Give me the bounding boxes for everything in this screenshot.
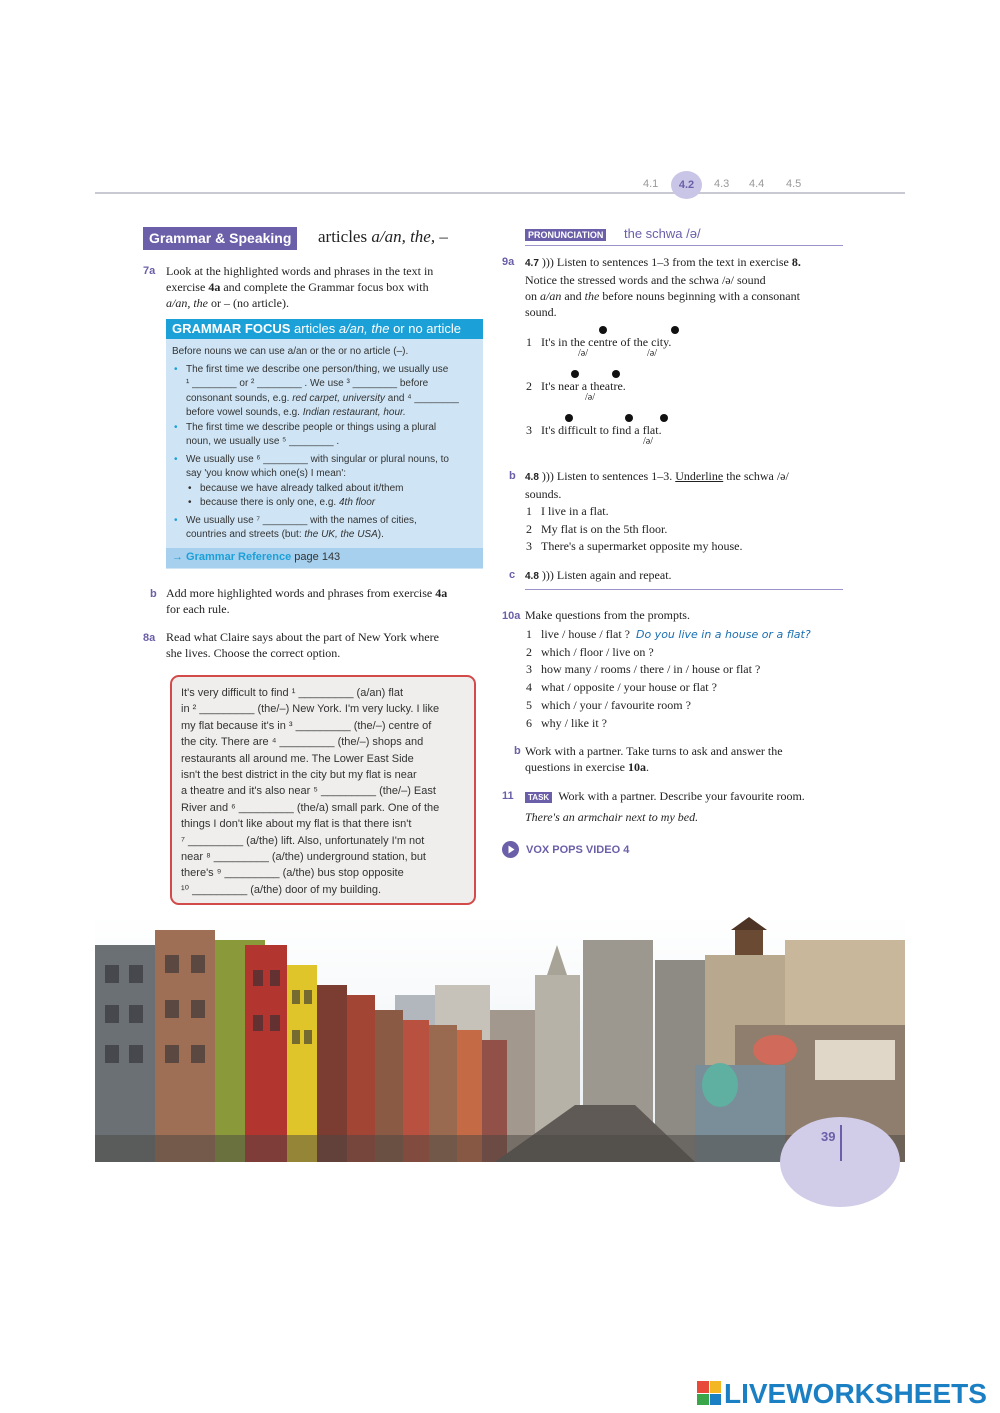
claire-line: things I don't like about my flat is that there isn't [181, 818, 412, 831]
exercise-9c-number: c [509, 569, 516, 581]
nav-item-4-5[interactable]: 4.5 [786, 178, 802, 190]
grammar-focus-header: GRAMMAR FOCUS articles a/an, the or no article [166, 319, 483, 339]
nav-item-4-1[interactable]: 4.1 [643, 178, 659, 190]
cityscape-image [95, 915, 905, 1162]
claire-line[interactable]: River and ⁶ _________ (the/a) small park. One of the [181, 801, 440, 814]
exercise-10a-number: 10a [502, 610, 521, 622]
list-item: 6 why / like it ? [526, 715, 607, 730]
play-icon[interactable] [502, 841, 519, 858]
exercise-8a-number: 8a [143, 632, 156, 644]
grammar-rule-3: • We usually use ⁶ ________ with singular or plural nouns, to say 'you know which one(s) I mean': [172, 453, 477, 482]
exercise-7b-number: b [150, 588, 157, 600]
section-rule [525, 589, 843, 590]
nav-item-4-2-active[interactable]: 4.2 [671, 171, 702, 199]
prompt-list [526, 626, 856, 732]
exercise-11-instructions: TASK Work with a partner. Describe your favourite room. There's an armchair next to my bed. [525, 789, 805, 824]
schwa-mark: /ə/ [578, 348, 588, 359]
audio-track-4-7[interactable]: 4.7 [525, 258, 539, 269]
claire-line: restaurants all around me. The Lower East Side [181, 752, 414, 765]
audio-icon[interactable]: ))) [538, 568, 557, 582]
exercise-10b-instructions: Work with a partner. Take turns to ask and answer the questions in exercise 10a. [525, 744, 783, 774]
schwa-mark: /ə/ [643, 436, 653, 447]
section-tag: Grammar & Speaking [143, 227, 297, 250]
task-tag: TASK [525, 792, 552, 803]
grammar-intro: Before nouns we can use a/an or the or no article (–). [172, 346, 409, 357]
vox-pops-label[interactable]: VOX POPS VIDEO 4 [526, 843, 630, 856]
header-rule [95, 192, 905, 194]
schwa-sentence-list [526, 503, 742, 556]
pronunciation-rule [525, 245, 843, 246]
page-number: 39 [821, 1129, 836, 1144]
grammar-rule-4: • We usually use ⁷ ________ with the names of cities, countries and streets (but: the UK, the USA). [172, 514, 477, 543]
claire-line[interactable]: in ² _________ (the/–) New York. I'm very lucky. I like [181, 703, 440, 716]
audio-icon[interactable]: ))) [538, 469, 557, 483]
stress-dot [571, 370, 579, 378]
gap-5[interactable]: noun, we usually use ⁵ ________ . [186, 436, 340, 447]
grammar-rule-1: • The first time we describe one person/thing, we usually use ¹ ________ or ² ________ . We use ³ ________ before consonant sounds, e.g. red carpet, university and ⁴ ________ before vowel sounds, e.g. Indian restaurant, hour. [172, 363, 477, 421]
exercise-9b-instructions: 4.8 ))) Listen to sentences 1–3. Underline the schwa /ə/ sounds. [525, 469, 789, 501]
new-york-street-photo [95, 915, 905, 1162]
grammar-reference-link[interactable]: → Grammar Reference page 143 [166, 548, 483, 568]
list-item: 3 There's a supermarket opposite my house. [526, 539, 743, 553]
audio-track-4-8[interactable]: 4.8 [525, 472, 539, 483]
exercise-10b-number: b [514, 745, 521, 757]
list-item: 1 I live in a flat. [526, 504, 609, 518]
grammar-rule-2: • The first time we describe people or things using a plural noun, we usually use ⁵ ________ . [172, 421, 477, 450]
list-item: 2 which / floor / live on ? [526, 644, 654, 659]
stress-dot [625, 414, 633, 422]
schwa-mark: /ə/ [647, 348, 657, 359]
gap-7[interactable]: • We usually use ⁷ ________ with the names of cities, [186, 514, 417, 526]
audio-icon[interactable]: ))) [538, 255, 557, 269]
stress-dot [565, 414, 573, 422]
exercise-9a-number: 9a [502, 256, 515, 268]
liveworksheets-logo-text[interactable]: LIVEWORKSHEETS [724, 1378, 987, 1409]
claire-line[interactable]: a theatre and it's also near ⁵ _________ (the/–) East [181, 785, 436, 798]
stress-dot [612, 370, 620, 378]
exercise-7a-instructions: Look at the highlighted words and phrases in the text in exercise 4a and complete the Grammar focus box with a/an, the or – (no article). [166, 264, 434, 310]
claire-line[interactable]: my flat because it's in ³ _________ (the/–) centre of [181, 719, 432, 732]
schwa-mark: /ə/ [585, 392, 595, 403]
exercise-7a-number: 7a [143, 265, 156, 277]
claire-line: isn't the best district in the city but my flat is near [181, 769, 417, 782]
pron-sentence-1: 1 It's in the centre of the city. [526, 335, 672, 349]
pronunciation-title: the schwa /ə/ [624, 226, 701, 241]
exercise-9b-number: b [509, 470, 516, 482]
page-number-rule [840, 1125, 842, 1161]
grammar-focus-box [166, 319, 483, 569]
gap-1-4[interactable]: ¹ ________ or ² ________ . We use ³ ________ before [186, 378, 429, 389]
pron-sentence-2: 2 It's near a theatre. [526, 379, 626, 393]
pron-sentence-3: 3 It's difficult to find a flat. [526, 423, 662, 437]
stress-dot [671, 326, 679, 334]
claire-line[interactable]: It's very difficult to find ¹ _________ (a/an) flat [181, 687, 404, 699]
grammar-rule-3-sub-1: • because we have already talked about it/them [172, 482, 477, 497]
vox-pops-video-link[interactable] [502, 841, 629, 858]
claire-line[interactable]: near ⁸ _________ (a/the) underground station, but [181, 851, 426, 864]
exercise-9a-instructions: 4.7 ))) Listen to sentences 1–3 from the text in exercise 8. Notice the stressed words and the schwa /ə/ sound on a/an and the before nouns beginning with a consonant sound. [525, 255, 801, 319]
gap-6[interactable]: • We usually use ⁶ ________ with singular or plural nouns, to [186, 453, 449, 465]
exercise-9c-instructions: 4.8 ))) Listen again and repeat. [525, 568, 672, 582]
pronunciation-tag: PRONUNCIATION [525, 229, 606, 241]
exercise-10a-instructions: Make questions from the prompts. [525, 608, 690, 622]
claire-line[interactable]: ¹⁰ _________ (a/the) door of my building. [181, 883, 382, 896]
list-item: 5 which / your / favourite room ? [526, 697, 691, 712]
stress-dot [660, 414, 668, 422]
exercise-8a-instructions: Read what Claire says about the part of New York where she lives. Choose the correct option. [166, 630, 439, 660]
list-item: 3 how many / rooms / there / in / house or flat ? [526, 662, 761, 677]
grammar-rule-3-sub-2: • because there is only one, e.g. 4th floor [172, 496, 477, 511]
list-item: 1 live / house / flat ? Do you live in a house or a flat? [526, 627, 811, 641]
answer-field[interactable]: Do you live in a house or a flat? [635, 628, 811, 641]
list-item: 4 what / opposite / your house or flat ? [526, 680, 717, 695]
nav-item-4-4[interactable]: 4.4 [749, 178, 765, 190]
liveworksheets-logo-icon [697, 1381, 721, 1405]
section-title: articles a/an, the, – [318, 227, 448, 246]
claire-line[interactable]: the city. There are ⁴ _________ (the/–) shops and [181, 736, 424, 749]
list-item: 2 My flat is on the 5th floor. [526, 521, 668, 536]
claire-line[interactable]: ⁷ _________ (a/the) lift. Also, unfortunately I'm not [181, 834, 425, 847]
exercise-7b-instructions: Add more highlighted words and phrases from exercise 4a for each rule. [166, 586, 448, 616]
claire-line[interactable]: there's ⁹ _________ (a/the) bus stop opposite [181, 867, 404, 880]
claire-text-box [170, 675, 476, 905]
nav-item-4-3[interactable]: 4.3 [714, 178, 730, 190]
audio-track-4-8b[interactable]: 4.8 [525, 571, 539, 582]
stress-dot [599, 326, 607, 334]
exercise-11-number: 11 [502, 790, 514, 802]
